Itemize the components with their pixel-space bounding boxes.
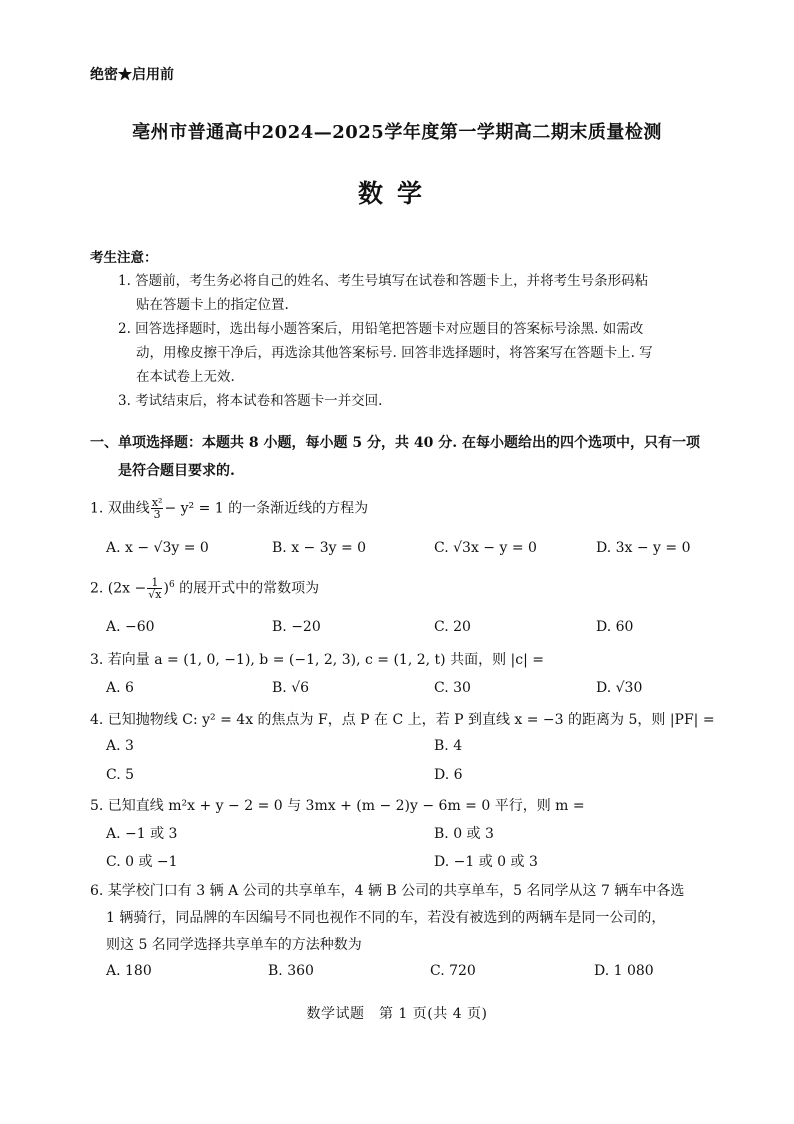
question-1 — [90, 497, 368, 520]
q3-option-d: D. √30 — [596, 680, 643, 696]
q1-option-a: A. x − √3y = 0 — [106, 540, 209, 556]
q2-exponent: 6 — [168, 579, 175, 590]
q4-option-c: C. 5 — [106, 767, 135, 783]
note-line: 3. 考试结束后，将本试卷和答题卡一并交回. — [118, 393, 383, 409]
q1-suffix: − y² = 1 的一条渐近线的方程为 — [164, 500, 369, 517]
q2-suffix: 的展开式中的常数项为 — [174, 580, 320, 597]
q4-option-b: B. 4 — [434, 738, 463, 754]
q2-frac-den: √x — [148, 588, 162, 601]
q2-prefix: 2. (2x − — [90, 580, 147, 597]
q1-fraction — [151, 497, 164, 520]
q6-option-b: B. 360 — [268, 963, 314, 979]
q2-paren-close: ) — [163, 580, 169, 597]
question-6-cont: 则这 5 名同学选择共享单车的方法种数为 — [106, 937, 362, 953]
q3-option-b: B. √6 — [272, 680, 310, 696]
note-line: 1. 答题前，考生务必将自己的姓名、考生号填写在试卷和答题卡上，并将考生号条形码粘 — [118, 273, 649, 289]
q3-option-c: C. 30 — [434, 680, 471, 696]
q2-option-b: B. −20 — [272, 619, 321, 635]
note-line: 贴在答题卡上的指定位置. — [136, 297, 289, 313]
q4-option-d: D. 6 — [434, 767, 463, 783]
question-4: 4. 已知抛物线 C: y² = 4x 的焦点为 F，点 P 在 C 上，若 P 到直线 x = −3 的距离为 5，则 |PF| = — [90, 712, 715, 728]
question-3: 3. 若向量 a = (1, 0, −1), b = (−1, 2, 3), c = (1, 2, t) 共面，则 |c| = — [90, 652, 544, 668]
note-line: 在本试卷上无效. — [136, 369, 235, 385]
note-line: 动，用橡皮擦干净后，再选涂其他答案标号. 回答非选择题时，将答案写在答题卡上. 写 — [136, 345, 653, 361]
question-6: 6. 某学校门口有 3 辆 A 公司的共享单车，4 辆 B 公司的共享单车，5 名同学从这 7 辆车中各选 — [90, 883, 685, 899]
q5-option-b: B. 0 或 3 — [434, 826, 494, 842]
q1-frac-num: x² — [151, 496, 163, 509]
q6-option-a: A. 180 — [106, 963, 152, 979]
section-heading-cont: 是符合题目要求的. — [118, 463, 235, 479]
q4-option-a: A. 3 — [106, 738, 134, 754]
q5-option-a: A. −1 或 3 — [106, 826, 178, 842]
q5-option-d: D. −1 或 0 或 3 — [434, 854, 538, 870]
q1-frac-den: 3 — [153, 508, 161, 521]
page-footer: 数学试题 第 1 页(共 4 页) — [306, 1006, 488, 1022]
q6-option-d: D. 1 080 — [594, 963, 654, 979]
question-2 — [90, 577, 319, 600]
q1-option-b: B. x − 3y = 0 — [272, 540, 367, 556]
subject-title: 数学 — [357, 179, 436, 208]
q6-option-c: C. 720 — [430, 963, 476, 979]
q1-option-c: C. √3x − y = 0 — [434, 540, 537, 556]
q2-option-c: C. 20 — [434, 619, 471, 635]
confidential-mark: 绝密★启用前 — [90, 67, 174, 83]
q5-option-c: C. 0 或 −1 — [106, 854, 178, 870]
section-heading: 一、单项选择题：本题共 8 小题，每小题 5 分，共 40 分. 在每小题给出的四个选项中，只有一项 — [90, 435, 700, 451]
notes-heading: 考生注意： — [90, 250, 158, 266]
q1-prefix: 1. 双曲线 — [90, 500, 150, 517]
exam-title: 亳州市普通高中2024—2025学年度第一学期高二期末质量检测 — [132, 122, 662, 143]
q3-option-a: A. 6 — [106, 680, 134, 696]
q2-fraction — [147, 577, 162, 600]
note-line: 2. 回答选择题时，选出每小题答案后，用铅笔把答题卡对应题目的答案标号涂黑. 如需改 — [118, 321, 644, 337]
question-5: 5. 已知直线 m²x + y − 2 = 0 与 3mx + (m − 2)y − 6m = 0 平行，则 m = — [90, 798, 585, 814]
q2-frac-num: 1 — [147, 577, 162, 589]
q1-option-d: D. 3x − y = 0 — [596, 540, 691, 556]
question-6-cont: 1 辆骑行，同品牌的车因编号不同也视作不同的车，若没有被选到的两辆车是同一公司的， — [106, 910, 666, 926]
q2-option-d: D. 60 — [596, 619, 634, 635]
q2-option-a: A. −60 — [106, 619, 155, 635]
